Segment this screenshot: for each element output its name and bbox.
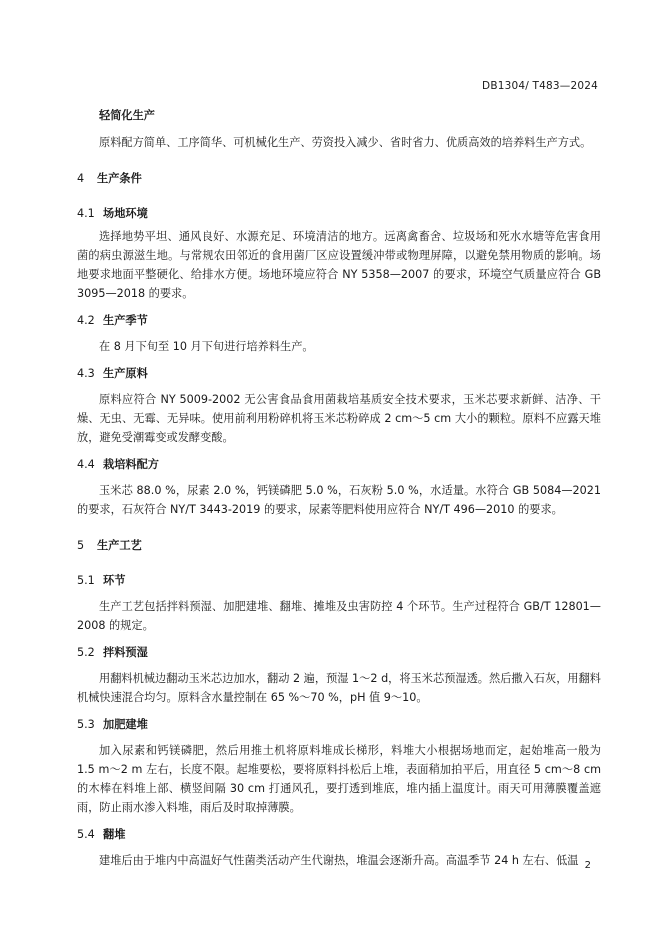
section-title: 生产原料 [103, 367, 148, 380]
section-number: 4.3 [77, 367, 95, 380]
section-5-4-heading [77, 827, 601, 843]
section-5-3-text: 加入尿素和钙镁磷肥，然后用推土机将原料堆成长梯形，料堆大小根据场地而定，起始堆高一般为 1.5 m～2 m 左右，长度不限。起堆要松，要将原料抖松后上堆，表面稍加拍平后，用直径 5 cm～8 cm 的木棒在料堆上部、横竖间隔 30 cm 打通风孔，要打透到堆底，堆内插上温度计。雨天可用薄膜覆盖遮雨，防止雨水渗入料堆，雨后及时取掉薄膜。 [77, 744, 601, 814]
section-5-2-heading [77, 645, 601, 661]
section-title: 生产工艺 [97, 539, 142, 552]
section-5-4-text: 建堆后由于堆内中高温好气性菌类活动产生代谢热，堆温会逐渐升高。高温季节 24 h 左右、低温 [99, 854, 579, 867]
term-title: 轻简化生产 [99, 109, 155, 122]
section-5-1-text: 生产工艺包括拌料预湿、加肥建堆、翻堆、摊堆及虫害防控 4 个环节。生产过程符合 GB/T 12801—2008 的规定。 [77, 600, 601, 632]
section-4-1-text: 选择地势平坦、通风良好、水源充足、环境清洁的地方。远离禽畜舍、垃圾场和死水水塘等危害食用菌的病虫源滋生地。与常规农田邻近的食用菌厂区应设置缓冲带或物理屏障，以避免禁用物质的影响。场地要求地面平整硬化、给排水方便。场地环境应符合 NY 5358—2007 的要求，环境空气质量应符合 GB 3095—2018 的要求。 [77, 230, 601, 300]
section-title: 栽培料配方 [103, 458, 159, 471]
section-number: 4 [77, 172, 85, 185]
page-number: 2 [584, 860, 591, 871]
section-title: 翻堆 [103, 828, 126, 841]
section-5-1-heading [77, 573, 601, 589]
section-number: 5.2 [77, 646, 95, 659]
section-number: 5.3 [77, 718, 95, 731]
section-5-3-heading [77, 717, 601, 733]
section-title: 拌料预湿 [103, 646, 148, 659]
section-number: 4.1 [77, 207, 95, 220]
section-title: 场地环境 [103, 207, 148, 220]
section-number: 5.1 [77, 574, 95, 587]
section-number: 5.4 [77, 828, 95, 841]
section-title: 生产季节 [103, 314, 148, 327]
doc-code-header: DB1304/ T483—2024 [482, 80, 598, 92]
section-4-4-text: 玉米芯 88.0 %，尿素 2.0 %，钙镁磷肥 5.0 %，石灰粉 5.0 %，水适量。水符合 GB 5084—2021 的要求，石灰符合 NY/T 3443-2019 的要求，尿素等肥料使用应符合 NY/T 496—2010 的要求。 [77, 484, 601, 516]
section-number: 5 [77, 539, 85, 552]
section-4-3-heading [77, 366, 601, 382]
section-number: 4.2 [77, 314, 95, 327]
section-4-2-text: 在 8 月下旬至 10 月下旬进行培养料生产。 [99, 340, 314, 353]
section-title: 生产条件 [97, 172, 142, 185]
section-4-1-heading [77, 206, 601, 222]
section-5-2-text: 用翻料机械边翻动玉米芯边加水，翻动 2 遍，预湿 1～2 d，将玉米芯预湿透。然后撒入石灰，用翻料机械快速混合均匀。原料含水量控制在 65 %～70 %，pH 值 9～10。 [77, 672, 601, 704]
section-4-4-heading [77, 457, 601, 473]
section-4-3-text: 原料应符合 NY 5009-2002 无公害食品食用菌栽培基质安全技术要求，玉米芯要求新鲜、洁净、干燥、无虫、无霉、无异味。使用前利用粉碎机将玉米芯粉碎成 2 cm～5 cm 大小的颗粒。原料不应露天堆放，避免受潮霉变或发酵变酸。 [77, 393, 601, 444]
term-definition: 原料配方简单、工序简华、可机械化生产、劳资投入减少、省时省力、优质高效的培养料生产方式。 [99, 136, 592, 149]
section-5-heading [77, 538, 601, 554]
section-4-2-heading [77, 313, 601, 329]
section-4-heading [77, 171, 601, 187]
section-title: 环节 [103, 574, 126, 587]
section-title: 加肥建堆 [103, 718, 148, 731]
section-number: 4.4 [77, 458, 95, 471]
document-body [77, 104, 601, 870]
